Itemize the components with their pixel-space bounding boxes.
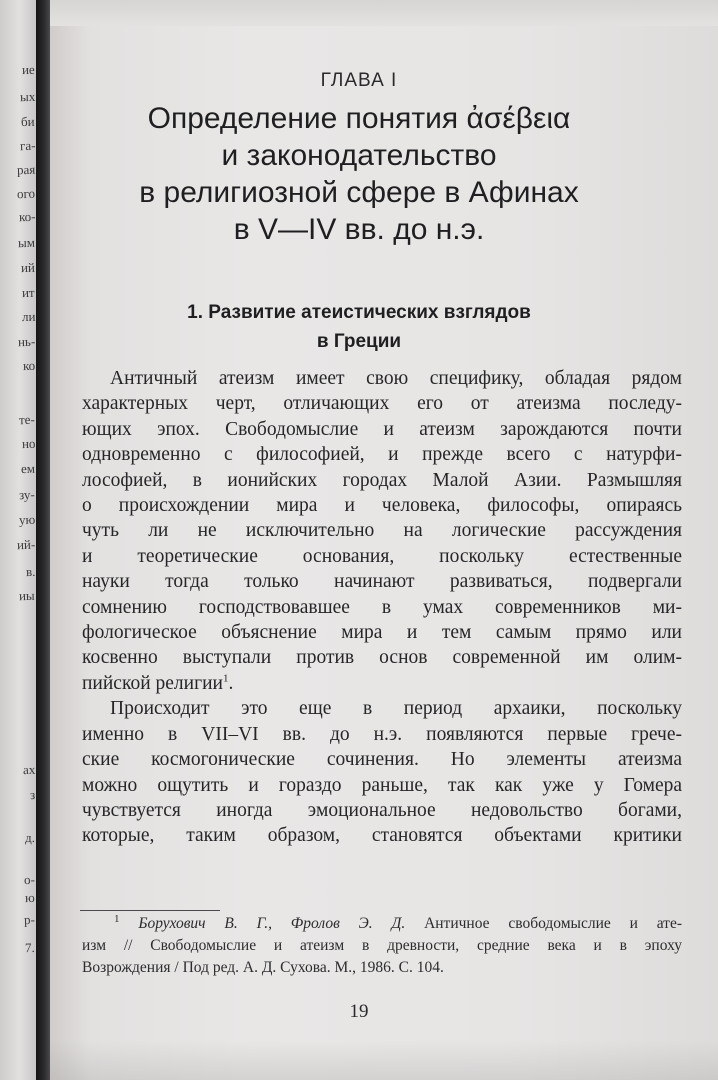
previous-page-text-fragment: но <box>21 435 36 452</box>
previous-page-text-fragment: ко- <box>18 208 36 225</box>
body-line: ющих эпох. Свободомыслие и атеизм зарождаются почти <box>82 418 682 440</box>
body-line: именно в VII–VI вв. до н.э. появляются первые грече- <box>82 723 682 745</box>
footnote-number: 1 <box>114 912 120 925</box>
body-line: фологическое объяснение мира и тем самым прямо или <box>82 622 682 644</box>
footnote-line: Возрождения / Под ред. А. Д. Сухова. М., 1986. С. 104. <box>82 959 444 976</box>
previous-page-text-fragment: о- <box>23 871 36 888</box>
body-line: науки тогда только начинают развиваться, подвергали <box>82 571 682 593</box>
chapter-title-line: Определение понятия ἀσέβεια <box>147 102 571 135</box>
body-text-fragment: . <box>228 672 234 694</box>
page-bottom-shade <box>50 1040 718 1080</box>
body-line: одновременно с философией, и прежде всего с натурфи- <box>82 444 682 466</box>
previous-page-text-fragment: би <box>21 113 36 130</box>
body-line: Происходит это еще в период архаики, поскольку <box>110 698 682 720</box>
previous-page-text-fragment: в. <box>25 563 36 580</box>
footnote-line <box>82 913 682 935</box>
section-title-line: 1. Развитие атеистических взглядов <box>187 302 531 323</box>
body-text <box>82 366 682 849</box>
previous-page-text-fragment: з <box>29 786 36 803</box>
previous-page-text-fragment: ых <box>19 88 36 105</box>
body-line: характерных черт, отличающих его от атеизма последу- <box>82 393 682 415</box>
body-text-fragment: пийской религии <box>82 672 223 694</box>
footnote-divider <box>80 910 220 911</box>
body-line: косвенно выступали против основ современной им олим- <box>82 647 682 669</box>
previous-page-text-fragment: р- <box>23 911 36 928</box>
previous-page-text-fragment: рая <box>16 161 36 178</box>
body-line: лософией, в ионийских городах Малой Азии. Размышляя <box>82 469 682 491</box>
chapter-title-line: в V—IV вв. до н.э. <box>233 213 485 246</box>
previous-page-text-fragment: иы <box>19 587 36 604</box>
previous-page-text-fragment: ко <box>22 357 36 374</box>
previous-page-text-fragment: 7. <box>25 939 36 956</box>
body-line: ские космогонические сочинения. Но элементы атеизма <box>82 749 682 771</box>
body-line <box>82 671 682 696</box>
previous-page-text-fragment: д. <box>24 829 36 846</box>
footnote <box>82 913 682 979</box>
body-line: сомнению господствовавшее в умах современников ми- <box>82 596 682 618</box>
previous-page-text-fragment: ли <box>21 308 36 325</box>
body-line: и теоретические основания, поскольку естественные <box>82 545 682 567</box>
previous-page-text-fragment: ит <box>22 284 36 301</box>
previous-page-text-fragment: ие <box>22 61 36 78</box>
body-line: о происхождении мира и человека, философы, опираясь <box>82 495 682 517</box>
body-line: Античный атеизм имеет свою специфику, обладая рядом <box>110 368 682 389</box>
chapter-title-line: в религиозной сфере в Афинах <box>139 176 579 209</box>
section-title-line: в Греции <box>316 331 402 352</box>
body-line: чуть ли не исключительно на логические рассуждения <box>82 520 682 542</box>
body-line: можно ощутить и гораздо раньше, так как уже у Гомера <box>82 774 682 796</box>
previous-page-text-fragment: ах <box>22 761 36 778</box>
previous-page-text-fragment: зу- <box>19 486 36 503</box>
section-title <box>0 298 718 356</box>
chapter-title-line: и законодательство <box>221 139 497 172</box>
previous-page-text-fragment: нь- <box>17 333 36 350</box>
chapter-label: ГЛАВА I <box>320 70 398 91</box>
page-top-band <box>50 0 718 26</box>
body-line: которые, таким образом, становятся объектами критики <box>82 825 682 847</box>
page-number: 19 <box>349 1001 369 1022</box>
footnote-text-fragment: Античное свободомыслие и ате- <box>405 915 682 932</box>
previous-page-text-fragment: те- <box>19 411 36 428</box>
footnote-authors: Борухович В. Г., Фролов Э. Д. <box>138 915 406 932</box>
previous-page-text-fragment: ого <box>16 185 36 202</box>
previous-page-text-fragment: ую <box>18 511 36 528</box>
book-page <box>50 0 718 1080</box>
footnote-line: изм // Свободомыслие и атеизм в древности, средние века и в эпоху <box>82 937 682 954</box>
previous-page-text-fragment: ий <box>20 259 36 276</box>
previous-page-text-fragment: ым <box>17 234 36 251</box>
footnote-reference[interactable]: 1 <box>222 672 229 685</box>
previous-page-text-fragment: га- <box>19 137 36 154</box>
previous-page-text-fragment: ий- <box>16 536 36 553</box>
body-line: чувствуется иногда эмоциональное недовольство богами, <box>82 799 682 821</box>
chapter-title <box>0 100 718 248</box>
previous-page-text-fragment: ю <box>25 889 36 906</box>
previous-page-text-fragment: ем <box>20 460 36 477</box>
